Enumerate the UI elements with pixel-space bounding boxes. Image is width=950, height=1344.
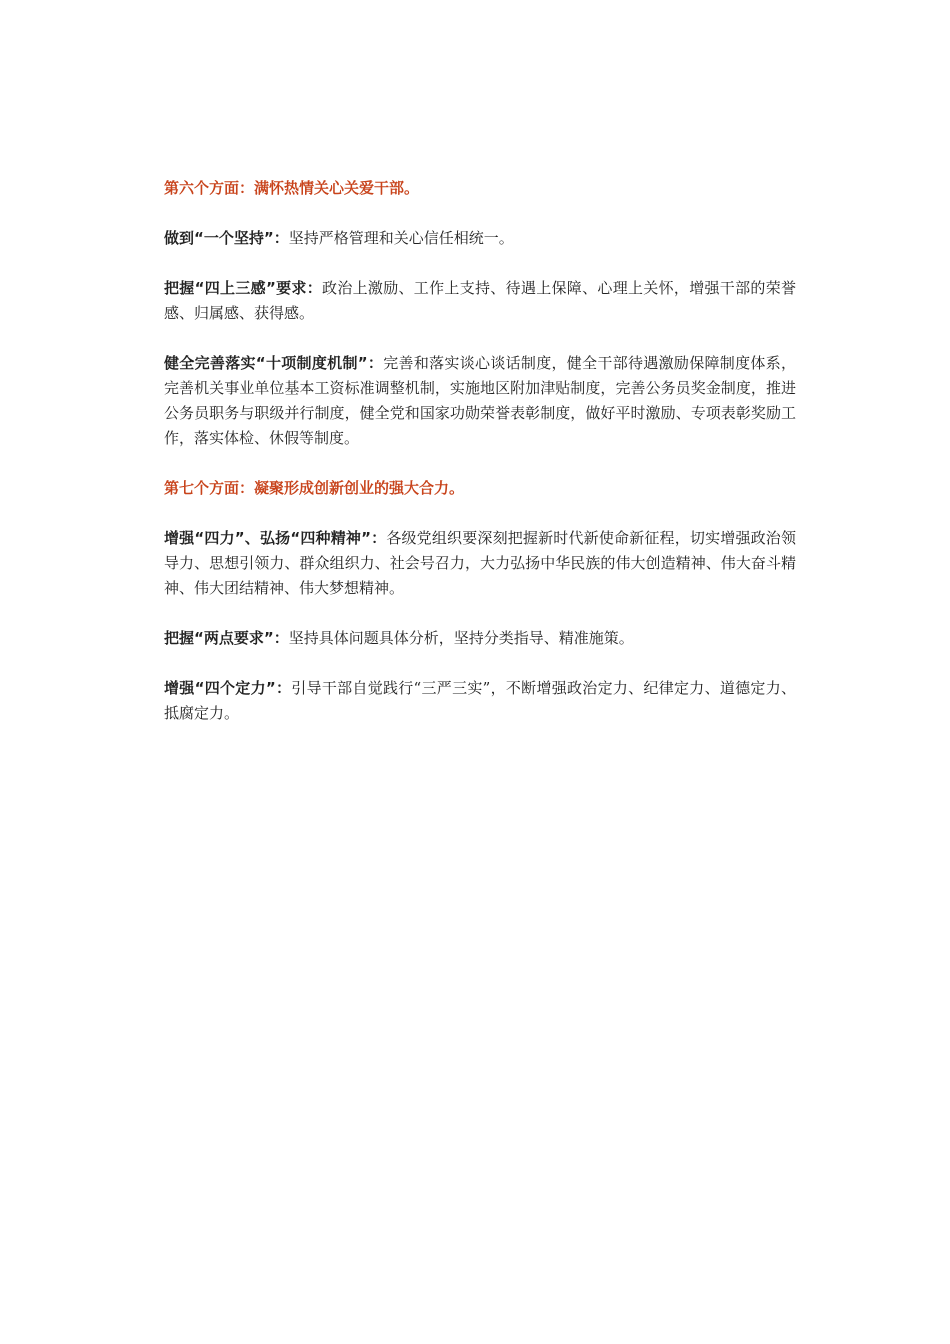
item-lead: 把握“四上三感”要求： [164,279,323,297]
section-6-item-2 [164,276,796,326]
item-lead: 增强“四个定力”： [164,679,292,697]
item-text: 各级党组织要深刻把握新时代新使命新征程，切实增强政治领导力、思想引领力、群众组织力、社会号召力，大力弘扬中华民族的伟大创造精神、伟大奋斗精神、伟大团结精神、伟大梦想精神。 [164,529,796,597]
section-6-item-3 [164,351,796,451]
item-lead: 增强“四力”、弘扬“四种精神”： [164,529,387,547]
document-page [164,176,796,751]
item-lead: 健全完善落实“十项制度机制”： [164,354,384,372]
item-lead: 做到“一个坚持”： [164,229,289,247]
section-7-item-3 [164,676,796,726]
item-lead: 把握“两点要求”： [164,629,289,647]
item-text: 政治上激励、工作上支持、待遇上保障、心理上关怀，增强干部的荣誉感、归属感、获得感。 [164,279,796,322]
section-heading-6: 第六个方面：满怀热情关心关爱干部。 [164,179,420,197]
section-heading-7: 第七个方面：凝聚形成创新创业的强大合力。 [164,479,465,497]
item-text: 引导干部自觉践行“三严三实”，不断增强政治定力、纪律定力、道德定力、抵腐定力。 [164,679,797,722]
item-text: 坚持具体问题具体分析，坚持分类指导、精准施策。 [288,629,634,647]
section-7-item-2 [164,626,796,651]
item-text: 完善和落实谈心谈话制度，健全干部待遇激励保障制度体系，完善机关事业单位基本工资标准调整机制，实施地区附加津贴制度，完善公务员奖金制度，推进公务员职务与职级并行制度，健全党和国家功勋荣誉表彰制度，做好平时激励、专项表彰奖励工作，落实体检、休假等制度。 [164,354,797,447]
item-text: 坚持严格管理和关心信任相统一。 [288,229,514,247]
section-6-item-1 [164,226,796,251]
section-7-item-1 [164,526,796,601]
